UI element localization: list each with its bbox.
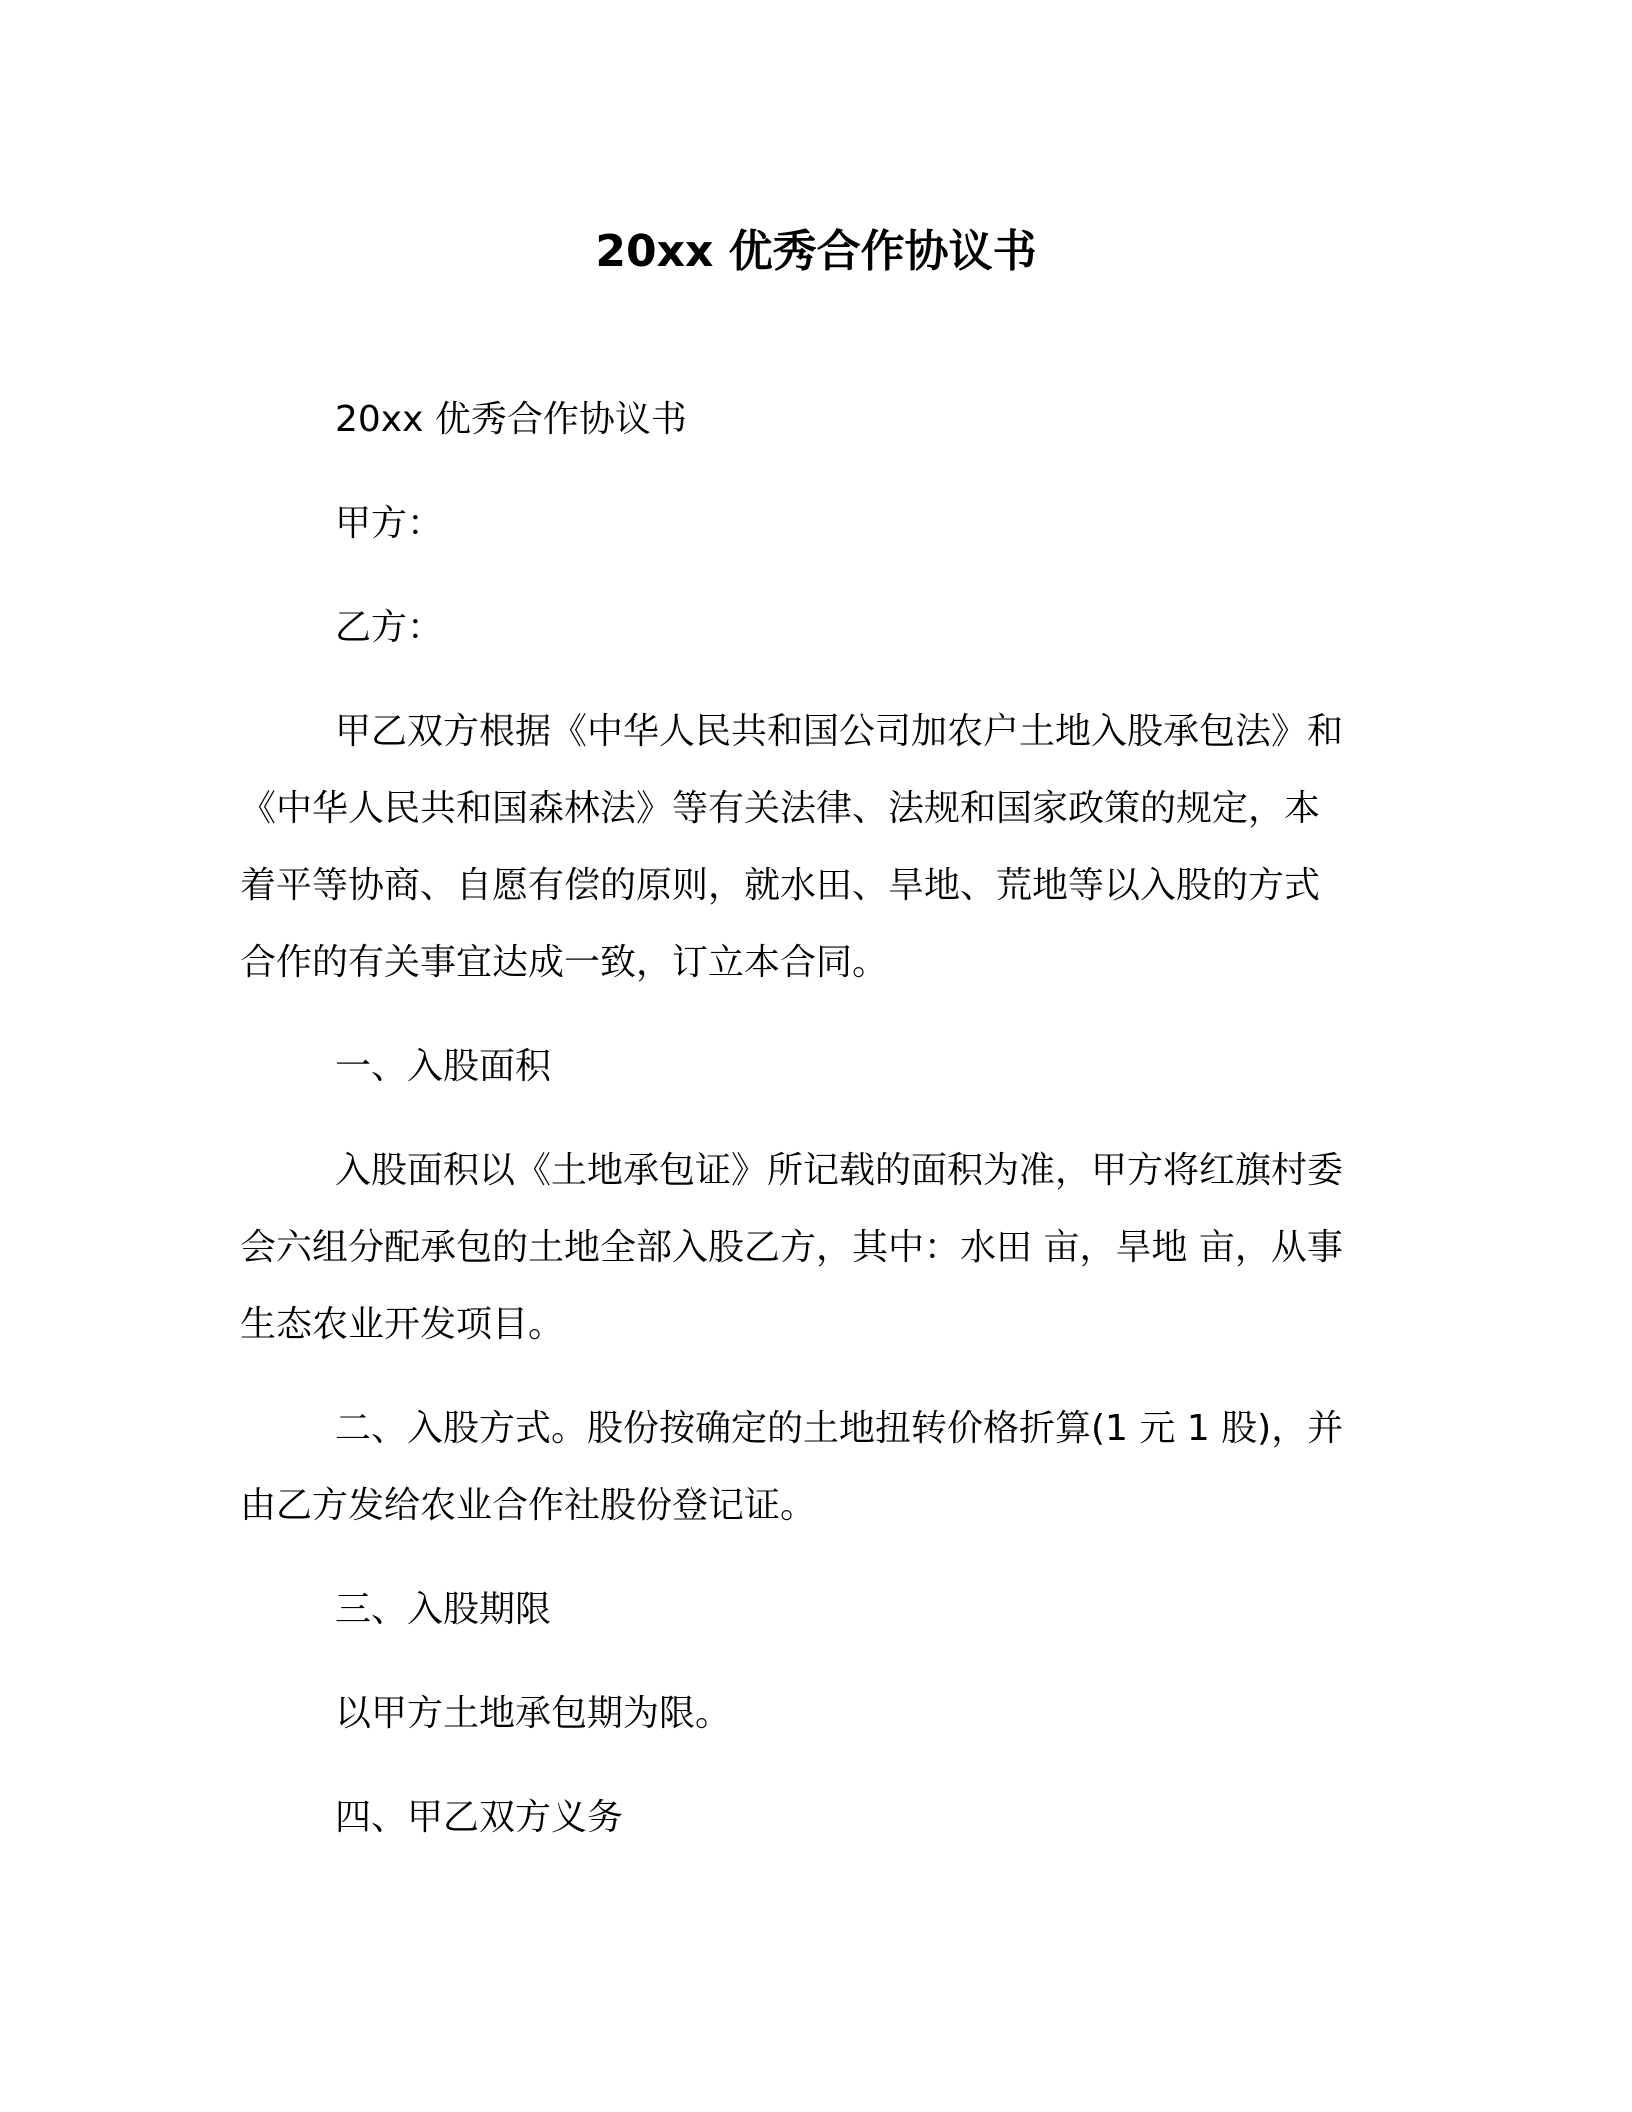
section1-line: 会六组分配承包的土地全部入股乙方，其中：水田 亩，旱地 亩，从事 (240, 1227, 1343, 1268)
section1-line: 生态农业开发项目。 (240, 1304, 565, 1345)
document-title: 20xx 优秀合作协议书 (595, 226, 1037, 277)
section-heading: 四、甲乙双方义务 (335, 1797, 624, 1838)
party-a-label: 甲方： (335, 503, 444, 544)
intro-line: 甲乙双方根据《中华人民共和国公司加农户土地入股承包法》和 (335, 711, 1344, 752)
document-subtitle: 20xx 优秀合作协议书 (335, 399, 687, 440)
intro-line: 着平等协商、自愿有偿的原则，就水田、旱地、荒地等以入股的方式 (240, 865, 1321, 906)
section1-line: 入股面积以《土地承包证》所记载的面积为准，甲方将红旗村委 (335, 1150, 1344, 1191)
party-b-label: 乙方： (335, 607, 444, 648)
section2-line: 二、入股方式。股份按确定的土地扭转价格折算(1 元 1 股)，并 (335, 1408, 1344, 1449)
intro-line: 合作的有关事宜达成一致，订立本合同。 (240, 942, 889, 983)
intro-line: 《中华人民共和国森林法》等有关法律、法规和国家政策的规定，本 (240, 788, 1321, 829)
section-heading: 三、入股期限 (335, 1589, 552, 1630)
section2-line: 由乙方发给农业合作社股份登记证。 (240, 1485, 817, 1526)
section-heading: 一、入股面积 (335, 1046, 552, 1087)
section3-body: 以甲方土地承包期为限。 (335, 1693, 732, 1734)
